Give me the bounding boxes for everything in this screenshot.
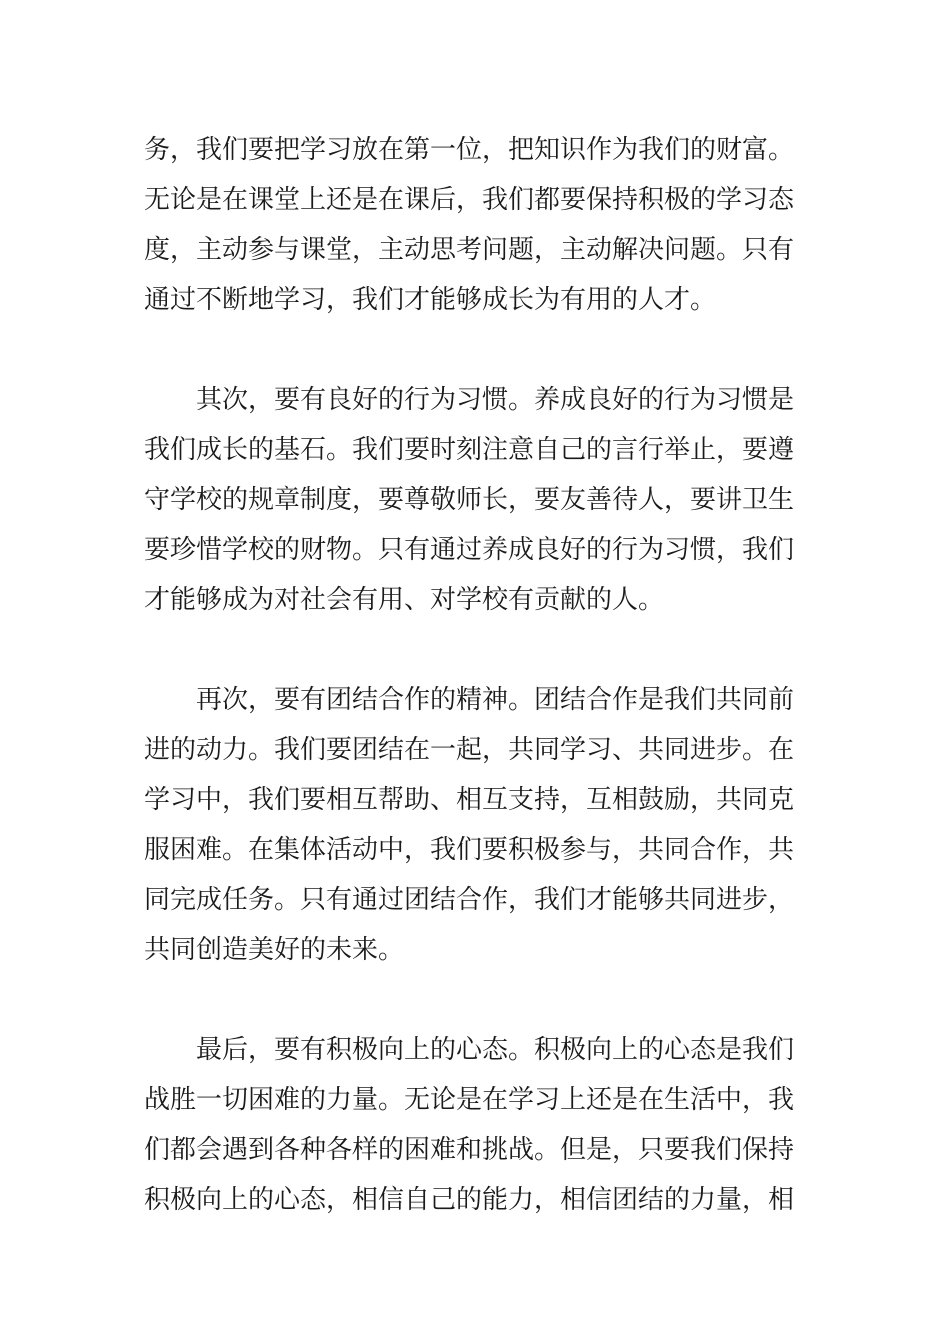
- text-line: 同完成任务。只有通过团结合作，我们才能够共同进步，: [144, 885, 795, 915]
- text-line: 通过不断地学习，我们才能够成长为有用的人才。: [144, 285, 717, 315]
- text-line: 我们成长的基石。我们要时刻注意自己的言行举止，要遵: [144, 435, 795, 465]
- text-line: 要珍惜学校的财物。只有通过养成良好的行为习惯，我们: [144, 535, 795, 565]
- paragraph-continuation-study: [144, 125, 814, 325]
- paragraph-teamwork: [144, 675, 814, 975]
- text-line: 共同创造美好的未来。: [144, 935, 405, 965]
- text-line: 服困难。在集体活动中，我们要积极参与，共同合作，共: [144, 835, 795, 865]
- paragraph-positive-attitude: [144, 1025, 814, 1225]
- text-line-first: 最后，要有积极向上的心态。积极向上的心态是我们: [196, 1035, 795, 1065]
- text-line-first: 再次，要有团结合作的精神。团结合作是我们共同前: [196, 685, 795, 715]
- text-line: 积极向上的心态，相信自己的能力，相信团结的力量，相: [144, 1185, 795, 1215]
- text-line-first: 其次，要有良好的行为习惯。养成良好的行为习惯是: [196, 385, 795, 415]
- text-line: 们都会遇到各种各样的困难和挑战。但是，只要我们保持: [144, 1135, 795, 1165]
- text-line: 学习中，我们要相互帮助、相互支持，互相鼓励，共同克: [144, 785, 795, 815]
- text-line: 无论是在课堂上还是在课后，我们都要保持积极的学习态: [144, 185, 795, 215]
- text-line: 务，我们要把学习放在第一位，把知识作为我们的财富。: [144, 135, 795, 165]
- text-line: 战胜一切困难的力量。无论是在学习上还是在生活中，我: [144, 1085, 795, 1115]
- paragraph-behavior-habits: [144, 375, 814, 625]
- text-line: 进的动力。我们要团结在一起，共同学习、共同进步。在: [144, 735, 795, 765]
- text-line: 才能够成为对社会有用、对学校有贡献的人。: [144, 585, 665, 615]
- text-line: 守学校的规章制度，要尊敬师长，要友善待人，要讲卫生: [144, 485, 795, 515]
- text-line: 度，主动参与课堂，主动思考问题，主动解决问题。只有: [144, 235, 795, 265]
